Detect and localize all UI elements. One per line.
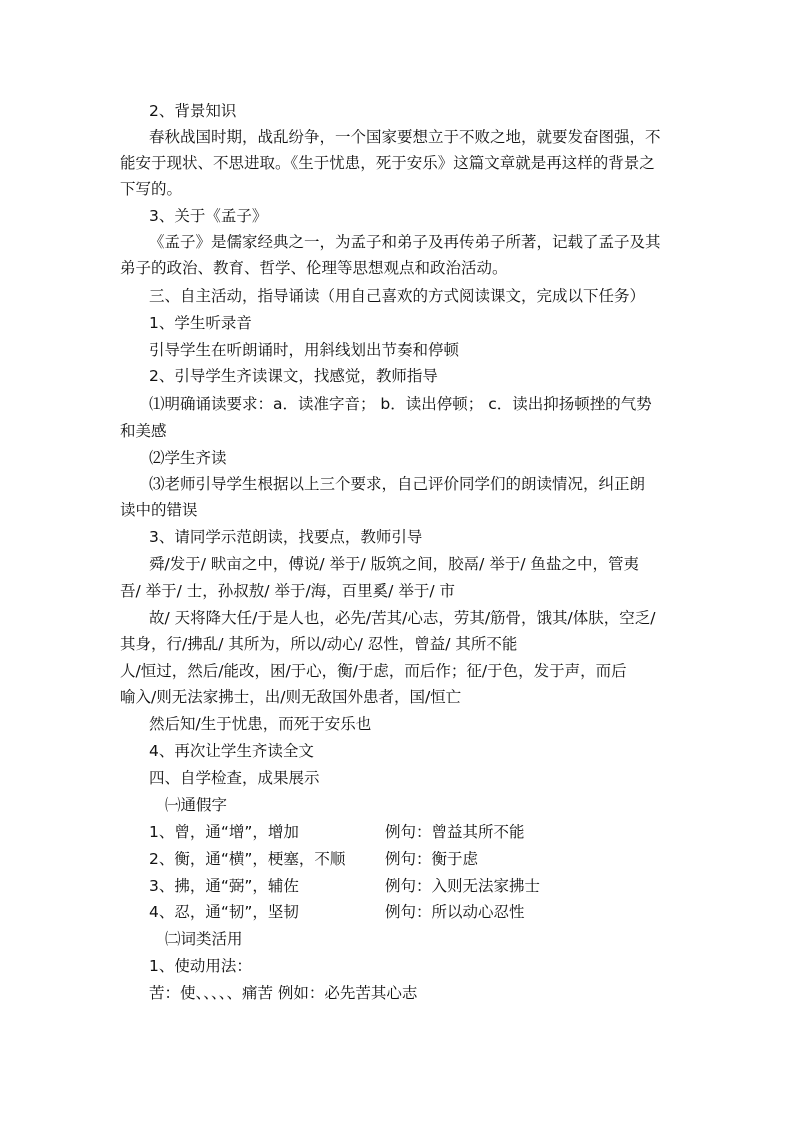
text-rhythm-line: 然后知/生于忧患，而死于安乐也 [149, 715, 372, 733]
tongjia-entry: 4、忍，通“韧”，坚韧 [149, 903, 299, 921]
paragraph-line: 引导学生在听朗诵时，用斜线划出节奏和停顿 [149, 341, 460, 359]
tongjia-entry: 1、曾，通“增”，增加 [149, 823, 299, 841]
step-heading: 4、再次让学生齐读全文 [149, 742, 314, 760]
paragraph-line: 下写的。 [120, 180, 183, 198]
text-rhythm-line: 吾/ 举于/ 士，孙叔敖/ 举于/海，百里奚/ 举于/ 市 [120, 582, 455, 600]
example-sentence: 例句：所以动心忍性 [385, 903, 525, 921]
heading-about-mencius: 3、关于《孟子》 [149, 207, 268, 225]
paragraph-line: ⑶老师引导学生根据以上三个要求，自己评价同学们的朗读情况，纠正朗 [149, 475, 646, 493]
section-heading-self-check: 四、自学检查，成果展示 [149, 769, 320, 787]
text-rhythm-line: 故/ 天将降大任/于是人也，必先/苦其/心志，劳其/筋骨，饿其/体肤，空乏/ [149, 609, 656, 627]
step-heading: 1、使动用法： [149, 957, 252, 975]
paragraph-line: 和美感 [120, 422, 167, 440]
tongjia-entry: 3、拂，通“弼”，辅佐 [149, 877, 299, 895]
text-rhythm-line: 其身，行/拂乱/ 其所为，所以/动心/ 忍性，曾益/ 其所不能 [120, 635, 518, 653]
text-rhythm-line: 人/恒过，然后/能改，困/于心，衡/于虑，而后作；征/于色，发于声，而后 [120, 662, 627, 680]
step-heading: 1、学生听录音 [149, 314, 252, 332]
paragraph-line: ⑵学生齐读 [149, 449, 227, 467]
tongjia-entry: 2、衡，通“横”，梗塞，不顺 [149, 850, 346, 868]
step-heading: 2、引导学生齐读课文，找感觉，教师指导 [149, 367, 438, 385]
paragraph-line: 读中的错误 [120, 501, 198, 519]
text-rhythm-line: 喻入/则无法家拂士，出/则无敌国外患者，国/恒亡 [120, 688, 462, 706]
example-sentence: 例句：曾益其所不能 [385, 823, 525, 841]
paragraph-line: 弟子的政治、教育、哲学、伦理等思想观点和政治活动。 [120, 259, 508, 277]
step-heading: 3、请同学示范朗读，找要点，教师引导 [149, 528, 423, 546]
subheading-tongjiazi: ㈠通假字 [165, 796, 228, 814]
subheading-word-class: ㈡词类活用 [165, 930, 243, 948]
paragraph-line: 能安于现状、不思进取。《生于忧患，死于安乐》这篇文章就是再这样的背景之 [120, 154, 655, 172]
paragraph-line: 苦：使、、、、、痛苦 例如：必先苦其心志 [149, 984, 418, 1002]
example-sentence: 例句：衡于虑 [385, 850, 479, 868]
paragraph-line: 春秋战国时期，战乱纷争，一个国家要想立于不败之地，就要发奋图强，不 [149, 128, 661, 146]
text-rhythm-line: 舜/发于/ 畎亩之中，傅说/ 举于/ 版筑之间，胶鬲/ 举于/ 鱼盐之中，管夷 [149, 555, 639, 573]
heading-background-knowledge: 2、背景知识 [149, 102, 237, 120]
paragraph-line: ⑴明确诵读要求：a．读准字音； b．读出停顿； c．读出抑扬顿挫的气势 [149, 395, 652, 413]
section-heading-guided-reading: 三、自主活动，指导诵读（用自己喜欢的方式阅读课文，完成以下任务） [149, 287, 646, 305]
paragraph-line: 《孟子》是儒家经典之一，为孟子和弟子及再传弟子所著，记载了孟子及其 [149, 233, 661, 251]
example-sentence: 例句：入则无法家拂士 [385, 877, 541, 895]
